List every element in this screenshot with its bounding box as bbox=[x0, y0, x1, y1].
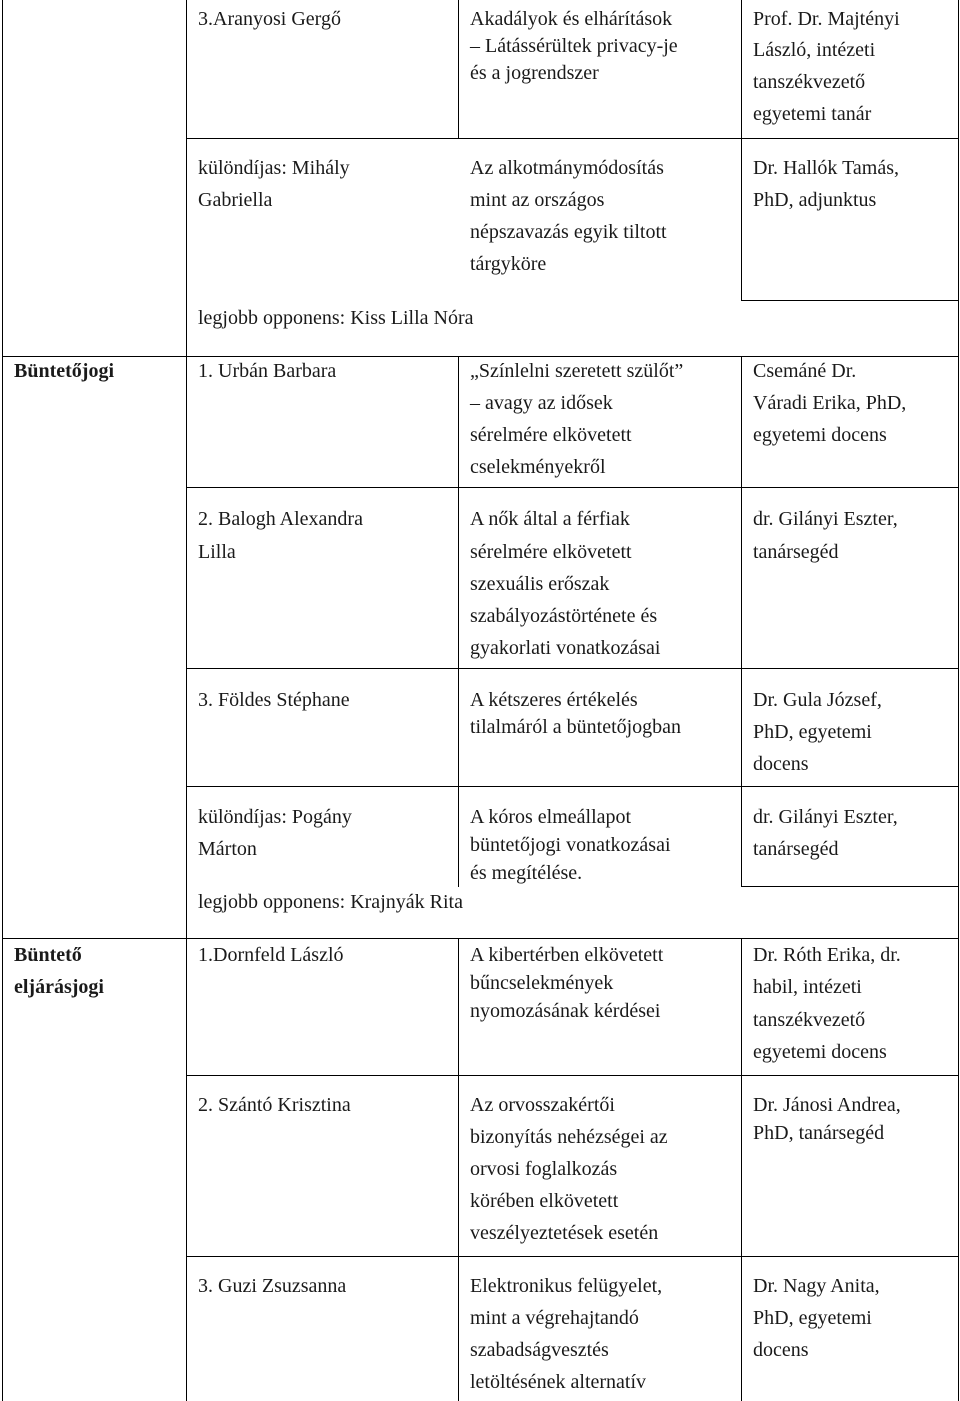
thesis-title: cselekményekről bbox=[470, 456, 606, 478]
thesis-title: Akadályok és elhárítások bbox=[470, 8, 673, 30]
thesis-title: tilalmáról a büntetőjogban bbox=[470, 716, 682, 738]
thesis-title: veszélyeztetések esetén bbox=[470, 1222, 659, 1244]
thesis-title: mint az országos bbox=[470, 189, 605, 211]
student-name: 1.Dornfeld László bbox=[198, 944, 344, 966]
supervisor: PhD, egyetemi bbox=[753, 721, 872, 743]
thesis-title: Az orvosszakértői bbox=[470, 1094, 615, 1116]
thesis-title: A nők által a férfiak bbox=[470, 508, 630, 530]
supervisor: Dr. Nagy Anita, bbox=[753, 1275, 880, 1297]
thesis-title: Az alkotmánymódosítás bbox=[470, 157, 664, 179]
column-divider-topic-supervisor bbox=[741, 357, 742, 887]
best-opponent: legjobb opponens: Kiss Lilla Nóra bbox=[198, 307, 474, 329]
thesis-title: sérelmére elkövetett bbox=[470, 541, 632, 563]
column-divider-name-topic bbox=[458, 0, 459, 138]
row-divider bbox=[741, 886, 958, 887]
student-name: Gabriella bbox=[198, 189, 273, 211]
thesis-title: tárgyköre bbox=[470, 253, 547, 275]
column-divider-name-topic bbox=[458, 939, 459, 1401]
thesis-title: A kétszeres értékelés bbox=[470, 689, 638, 711]
supervisor: László, intézeti bbox=[753, 39, 876, 61]
section-title: Büntetőjogi bbox=[14, 360, 114, 382]
best-opponent: legjobb opponens: Krajnyák Rita bbox=[198, 891, 463, 913]
thesis-title: orvosi foglalkozás bbox=[470, 1158, 618, 1180]
thesis-title: sérelmére elkövetett bbox=[470, 424, 632, 446]
supervisor: Dr. Hallók Tamás, bbox=[753, 157, 899, 179]
student-name: 2. Balogh Alexandra bbox=[198, 508, 363, 530]
table-border-right bbox=[958, 0, 959, 1401]
supervisor: Csemáné Dr. bbox=[753, 360, 857, 382]
supervisor: Dr. Róth Erika, dr. bbox=[753, 944, 901, 966]
column-divider-section bbox=[186, 0, 187, 1401]
thesis-title: körében elkövetett bbox=[470, 1190, 619, 1212]
student-name: különdíjas: Mihály bbox=[198, 157, 350, 179]
section-title: Büntető bbox=[14, 944, 82, 966]
supervisor: PhD, tanársegéd bbox=[753, 1122, 885, 1144]
row-divider bbox=[186, 786, 958, 787]
student-name: 3.Aranyosi Gergő bbox=[198, 8, 341, 30]
supervisor: habil, intézeti bbox=[753, 976, 862, 998]
thesis-title: Elektronikus felügyelet, bbox=[470, 1275, 663, 1297]
supervisor: Dr. Gula József, bbox=[753, 689, 882, 711]
thesis-title: és megítélése. bbox=[470, 862, 583, 884]
supervisor: PhD, adjunktus bbox=[753, 189, 877, 211]
thesis-title: népszavazás egyik tiltott bbox=[470, 221, 667, 243]
student-name: Lilla bbox=[198, 541, 236, 563]
thesis-title: – Látássérültek privacy-je bbox=[470, 35, 678, 57]
supervisor: dr. Gilányi Eszter, bbox=[753, 508, 898, 530]
student-name: 3. Földes Stéphane bbox=[198, 689, 350, 711]
thesis-title: letöltésének alternatív bbox=[470, 1371, 647, 1393]
supervisor: docens bbox=[753, 1339, 809, 1361]
supervisor: egyetemi docens bbox=[753, 424, 887, 446]
supervisor: Váradi Erika, PhD, bbox=[753, 392, 907, 414]
supervisor: tanársegéd bbox=[753, 541, 839, 563]
thesis-title: bűncselekmények bbox=[470, 972, 614, 994]
supervisor: egyetemi tanár bbox=[753, 103, 872, 125]
supervisor: tanársegéd bbox=[753, 838, 839, 860]
supervisor: docens bbox=[753, 753, 809, 775]
section-title: eljárásjogi bbox=[14, 976, 104, 998]
thesis-title: A kibertérben elkövetett bbox=[470, 944, 664, 966]
supervisor: Dr. Jánosi Andrea, bbox=[753, 1094, 901, 1116]
thesis-title: nyomozásának kérdései bbox=[470, 1000, 661, 1022]
row-divider bbox=[186, 138, 958, 139]
student-name: Márton bbox=[198, 838, 257, 860]
row-divider bbox=[186, 487, 958, 488]
thesis-title: – avagy az idősek bbox=[470, 392, 613, 414]
thesis-title: „Színlelni szeretett szülőt” bbox=[470, 360, 684, 382]
table-border-left bbox=[2, 0, 3, 1401]
thesis-title: gyakorlati vonatkozásai bbox=[470, 637, 661, 659]
supervisor: PhD, egyetemi bbox=[753, 1307, 872, 1329]
student-name: különdíjas: Pogány bbox=[198, 806, 352, 828]
supervisor: Prof. Dr. Majtényi bbox=[753, 8, 900, 30]
student-name: 1. Urbán Barbara bbox=[198, 360, 337, 382]
supervisor: tanszékvezető bbox=[753, 1009, 866, 1031]
thesis-title: büntetőjogi vonatkozásai bbox=[470, 834, 671, 856]
row-divider bbox=[741, 300, 958, 301]
thesis-title: és a jogrendszer bbox=[470, 62, 599, 84]
column-divider-topic-supervisor bbox=[741, 0, 742, 300]
thesis-title: bizonyítás nehézségei az bbox=[470, 1126, 668, 1148]
thesis-title: A kóros elmeállapot bbox=[470, 806, 632, 828]
column-divider-topic-supervisor bbox=[741, 939, 742, 1401]
row-divider bbox=[186, 668, 958, 669]
thesis-title: szabadságvesztés bbox=[470, 1339, 609, 1361]
row-divider bbox=[186, 1075, 958, 1076]
supervisor: dr. Gilányi Eszter, bbox=[753, 806, 898, 828]
row-divider bbox=[186, 1256, 958, 1257]
thesis-title: szexuális erőszak bbox=[470, 573, 610, 595]
student-name: 2. Szántó Krisztina bbox=[198, 1094, 351, 1116]
thesis-title: mint a végrehajtandó bbox=[470, 1307, 639, 1329]
column-divider-name-topic bbox=[458, 357, 459, 887]
supervisor: egyetemi docens bbox=[753, 1041, 887, 1063]
thesis-title: szabályozástörténete és bbox=[470, 605, 658, 627]
student-name: 3. Guzi Zsuzsanna bbox=[198, 1275, 347, 1297]
supervisor: tanszékvezető bbox=[753, 71, 866, 93]
